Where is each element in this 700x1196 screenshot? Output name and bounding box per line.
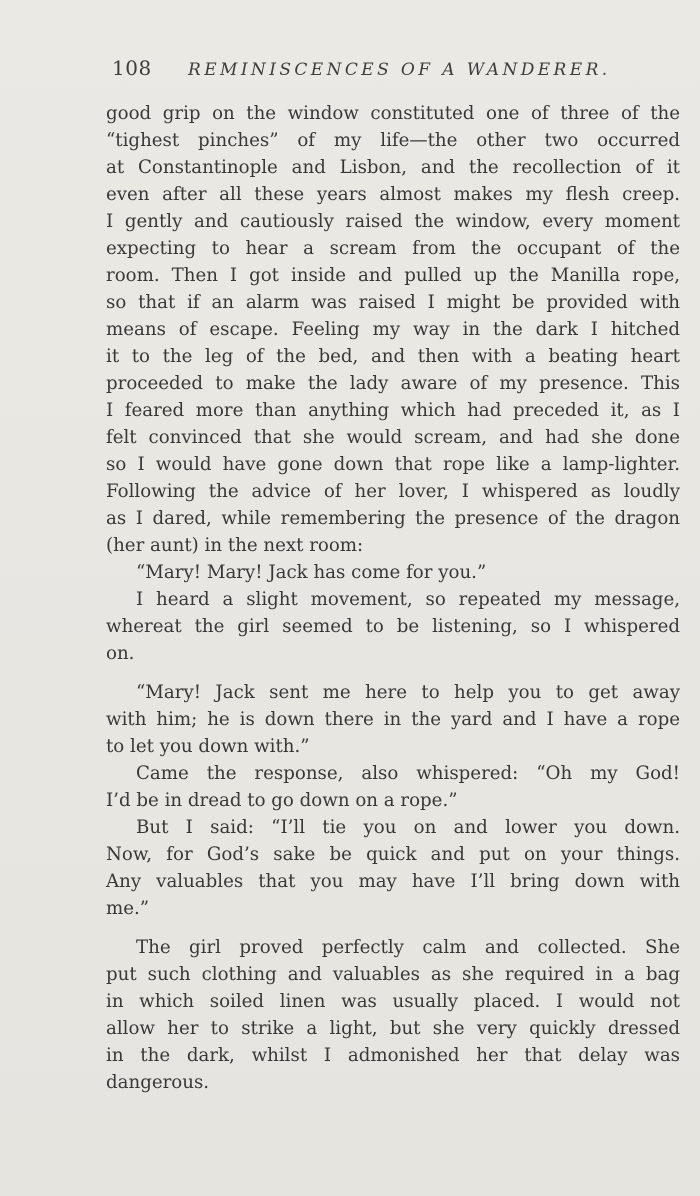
paragraph-gap	[106, 667, 680, 679]
text-line: at Constantinople and Lisbon, and the recollection of it	[106, 157, 680, 178]
text-line: I’d be in dread to go down on a rope.”	[106, 790, 458, 811]
text-line: to let you down with.”	[106, 736, 310, 757]
text-line: Now, for God’s sake be quick and put on your things.	[106, 844, 680, 865]
text-line: it to the leg of the bed, and then with a beating heart	[106, 346, 680, 367]
page-number: 108	[112, 56, 152, 80]
paragraph	[106, 100, 680, 559]
text-line: allow her to strike a light, but she very quickly dressed	[106, 1018, 680, 1039]
paragraph-gap	[106, 922, 680, 934]
text-line: felt convinced that she would scream, and had she done	[106, 427, 680, 448]
text-line: so I would have gone down that rope like a lamp-lighter.	[106, 454, 680, 475]
text-line: put such clothing and valuables as she required in a bag	[106, 964, 680, 985]
text-line: so that if an alarm was raised I might be provided with	[106, 292, 680, 313]
text-line: But I said: “I’ll tie you on and lower you down.	[136, 817, 680, 838]
paragraph	[106, 559, 680, 586]
text-line: The girl proved perfectly calm and collected. She	[136, 937, 680, 958]
text-line: good grip on the window constituted one of three of the	[106, 103, 680, 124]
text-line: in which soiled linen was usually placed. I would not	[106, 991, 680, 1012]
text-line: in the dark, whilst I admonished her that delay was	[106, 1045, 680, 1066]
body-text	[106, 100, 680, 1096]
paragraph	[106, 679, 680, 760]
text-line: Following the advice of her lover, I whispered as loudly	[106, 481, 680, 502]
text-line: Any valuables that you may have I’ll bring down with	[106, 871, 680, 892]
text-line: even after all these years almost makes my flesh creep.	[106, 184, 680, 205]
text-line: whereat the girl seemed to be listening, so I whispered	[106, 616, 680, 637]
text-line: I feared more than anything which had preceded it, as I	[106, 400, 680, 421]
text-line: means of escape. Feeling my way in the dark I hitched	[106, 319, 680, 340]
text-line: expecting to hear a scream from the occupant of the	[106, 238, 680, 259]
text-line: “Mary! Mary! Jack has come for you.”	[136, 562, 487, 583]
running-title: REMINISCENCES OF A WANDERER.	[188, 60, 611, 80]
paragraph	[106, 814, 680, 922]
text-line: room. Then I got inside and pulled up the Manilla rope,	[106, 265, 680, 286]
text-line: (her aunt) in the next room:	[106, 535, 364, 556]
text-line: dangerous.	[106, 1072, 210, 1093]
text-line: I heard a slight movement, so repeated my message,	[136, 589, 680, 610]
text-line: Came the response, also whispered: “Oh my God!	[136, 763, 680, 784]
text-line: me.”	[106, 898, 150, 919]
text-line: with him; he is down there in the yard and I have a rope	[106, 709, 680, 730]
text-line: on.	[106, 643, 135, 664]
text-line: I gently and cautiously raised the window, every moment	[106, 211, 680, 232]
text-line: “tighest pinches” of my life—the other two occurred	[106, 130, 680, 151]
text-line: as I dared, while remembering the presence of the dragon	[106, 508, 680, 529]
paragraph	[106, 934, 680, 1096]
text-line: “Mary! Jack sent me here to help you to get away	[136, 682, 680, 703]
text-line: proceeded to make the lady aware of my presence. This	[106, 373, 680, 394]
paragraph	[106, 760, 680, 814]
paragraph	[106, 586, 680, 667]
running-head	[112, 54, 632, 82]
